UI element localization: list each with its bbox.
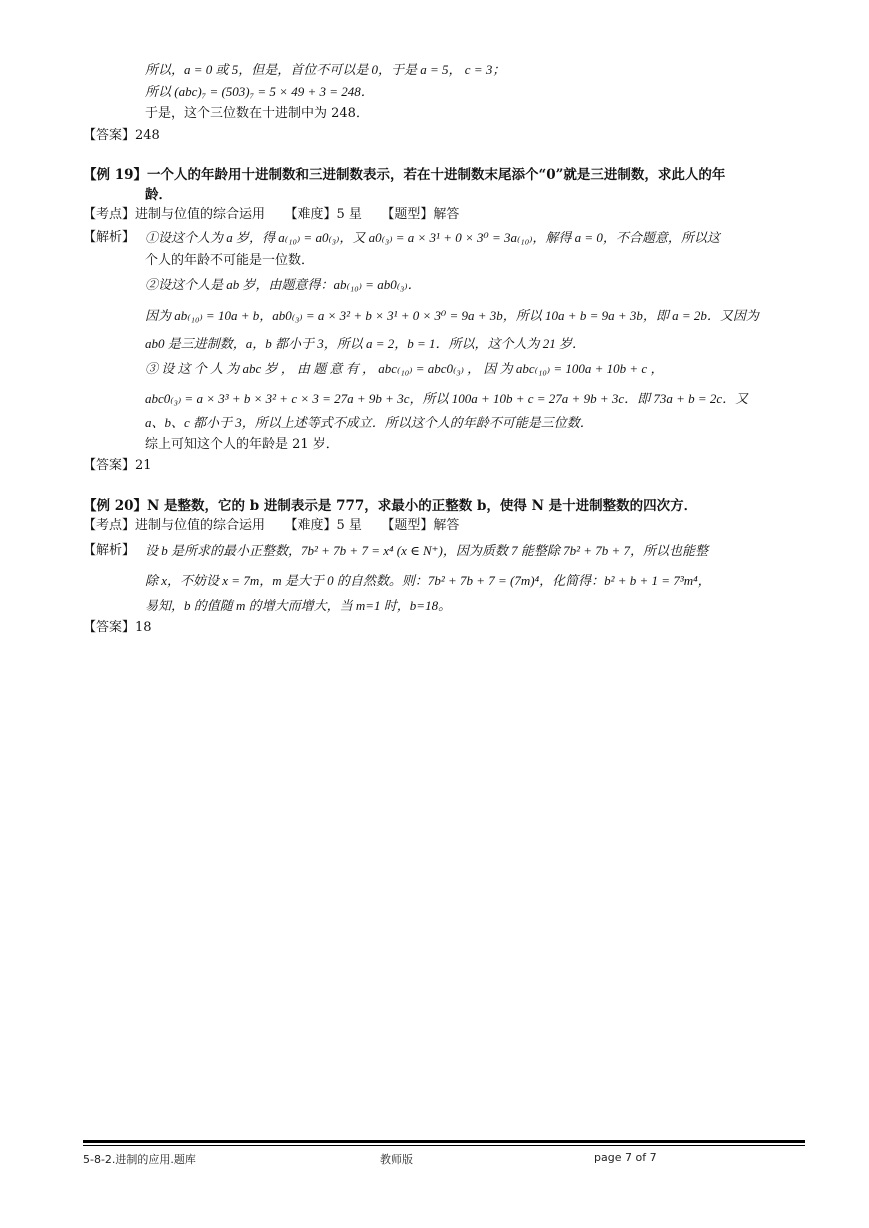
answer-label: 【答案】 — [83, 458, 136, 473]
top-line-3: 于是，这个三位数在十进制中为 248． — [145, 106, 369, 121]
example-20-title: 【例 20】N 是整数，它的 b 进制表示是 777，求最小的正整数 b，使得 N 是十进制整数的四次方． — [83, 498, 698, 514]
example-19-analysis-line-7: abc0₍₃₎ = a × 3³ + b × 3² + c × 3 = 27a + 9b + 3c，所以 100a + 10b + c = 27a + 9b + 3c．即 73a + b = 2c．又 — [145, 391, 749, 406]
answer-value: 248 — [135, 128, 160, 143]
example-19-meta: 【考点】进制与位值的综合运用 【难度】5 星 【题型】解答 — [83, 207, 460, 222]
example-20-analysis-line-3: 易知，b 的值随 m 的增大而增大，当 m=1 时，b=18。 — [145, 598, 452, 613]
example-19-analysis-line-5: ab0 是三进制数，a，b 都小于 3，所以 a = 2，b = 1．所以，这个人为 21 岁． — [145, 336, 586, 351]
footer-page-number: page 7 of 7 — [594, 1151, 657, 1164]
example-19-analysis-line-2: 个人的年龄不可能是一位数． — [145, 253, 315, 268]
example-20-analysis-label: 【解析】 — [83, 543, 136, 558]
example-19-analysis-line-4: 因为 ab₍₁₀₎ = 10a + b，ab0₍₃₎ = a × 3² + b × 3¹ + 0 × 3⁰ = 9a + 3b，所以 10a + b = 9a + 3b，即 a = 2b．又因为 — [145, 308, 759, 323]
example-19-analysis-line-6: ③ 设 这 个 人 为 abc 岁 ， 由 题 意 有 ， abc₍₁₀₎ = abc0₍₃₎ ， 因 为 abc₍₁₀₎ = 100a + 10b + c ， — [145, 361, 664, 376]
example-20-analysis-line-2: 除 x，不妨设 x = 7m，m 是大于 0 的自然数。则：7b² + 7b + 7 = (7m)⁴，化简得：b² + b + 1 = 7³m⁴， — [145, 573, 711, 588]
answer-block-20 — [83, 619, 152, 637]
example-19-analysis-line-9: 综上可知这个人的年龄是 21 岁． — [145, 437, 339, 452]
answer-label: 【答案】 — [83, 620, 136, 635]
example-19-analysis-line-8: a、b、c 都小于 3，所以上述等式不成立．所以这个人的年龄不可能是三位数． — [145, 415, 593, 430]
example-19-analysis-label: 【解析】 — [83, 230, 136, 245]
footer-rule-thick — [83, 1140, 805, 1143]
answer-value: 18 — [135, 620, 152, 635]
answer-block-top — [83, 127, 160, 145]
example-19-title-line-1: 【例 19】一个人的年龄用十进制数和三进制数表示，若在十进制数末尾添个“0”就是三进制数，求此人的年 — [83, 167, 726, 183]
example-19-title-line-2: 龄． — [145, 187, 172, 203]
footer-rule-thin — [83, 1145, 805, 1146]
footer-left-text: 5-8-2.进制的应用.题库 — [83, 1153, 196, 1166]
example-19-analysis-line-1: ①设这个人为 a 岁，得 a₍₁₀₎ = a0₍₃₎，又 a0₍₃₎ = a × 3¹ + 0 × 3⁰ = 3a₍₁₀₎，解得 a = 0，不合题意，所以这 — [145, 230, 720, 245]
top-line-2: 所以 (abc)₇ = (503)₇ = 5 × 49 + 3 = 248． — [145, 84, 374, 99]
example-19-analysis-line-3: ②设这个人是 ab 岁，由题意得：ab₍₁₀₎ = ab0₍₃₎． — [145, 277, 421, 292]
footer-center-text: 教师版 — [380, 1153, 413, 1166]
example-20-meta: 【考点】进制与位值的综合运用 【难度】5 星 【题型】解答 — [83, 518, 460, 533]
example-20-analysis-line-1: 设 b 是所求的最小正整数，7b² + 7b + 7 = x⁴ (x ∈ N⁺)，因为质数 7 能整除 7b² + 7b + 7，所以也能整 — [145, 543, 709, 558]
top-line-1: 所以，a = 0 或 5，但是，首位不可以是 0，于是 a = 5， c = 3； — [145, 62, 506, 77]
answer-value: 21 — [135, 458, 152, 473]
answer-label: 【答案】 — [83, 128, 136, 143]
answer-block-19 — [83, 457, 152, 475]
